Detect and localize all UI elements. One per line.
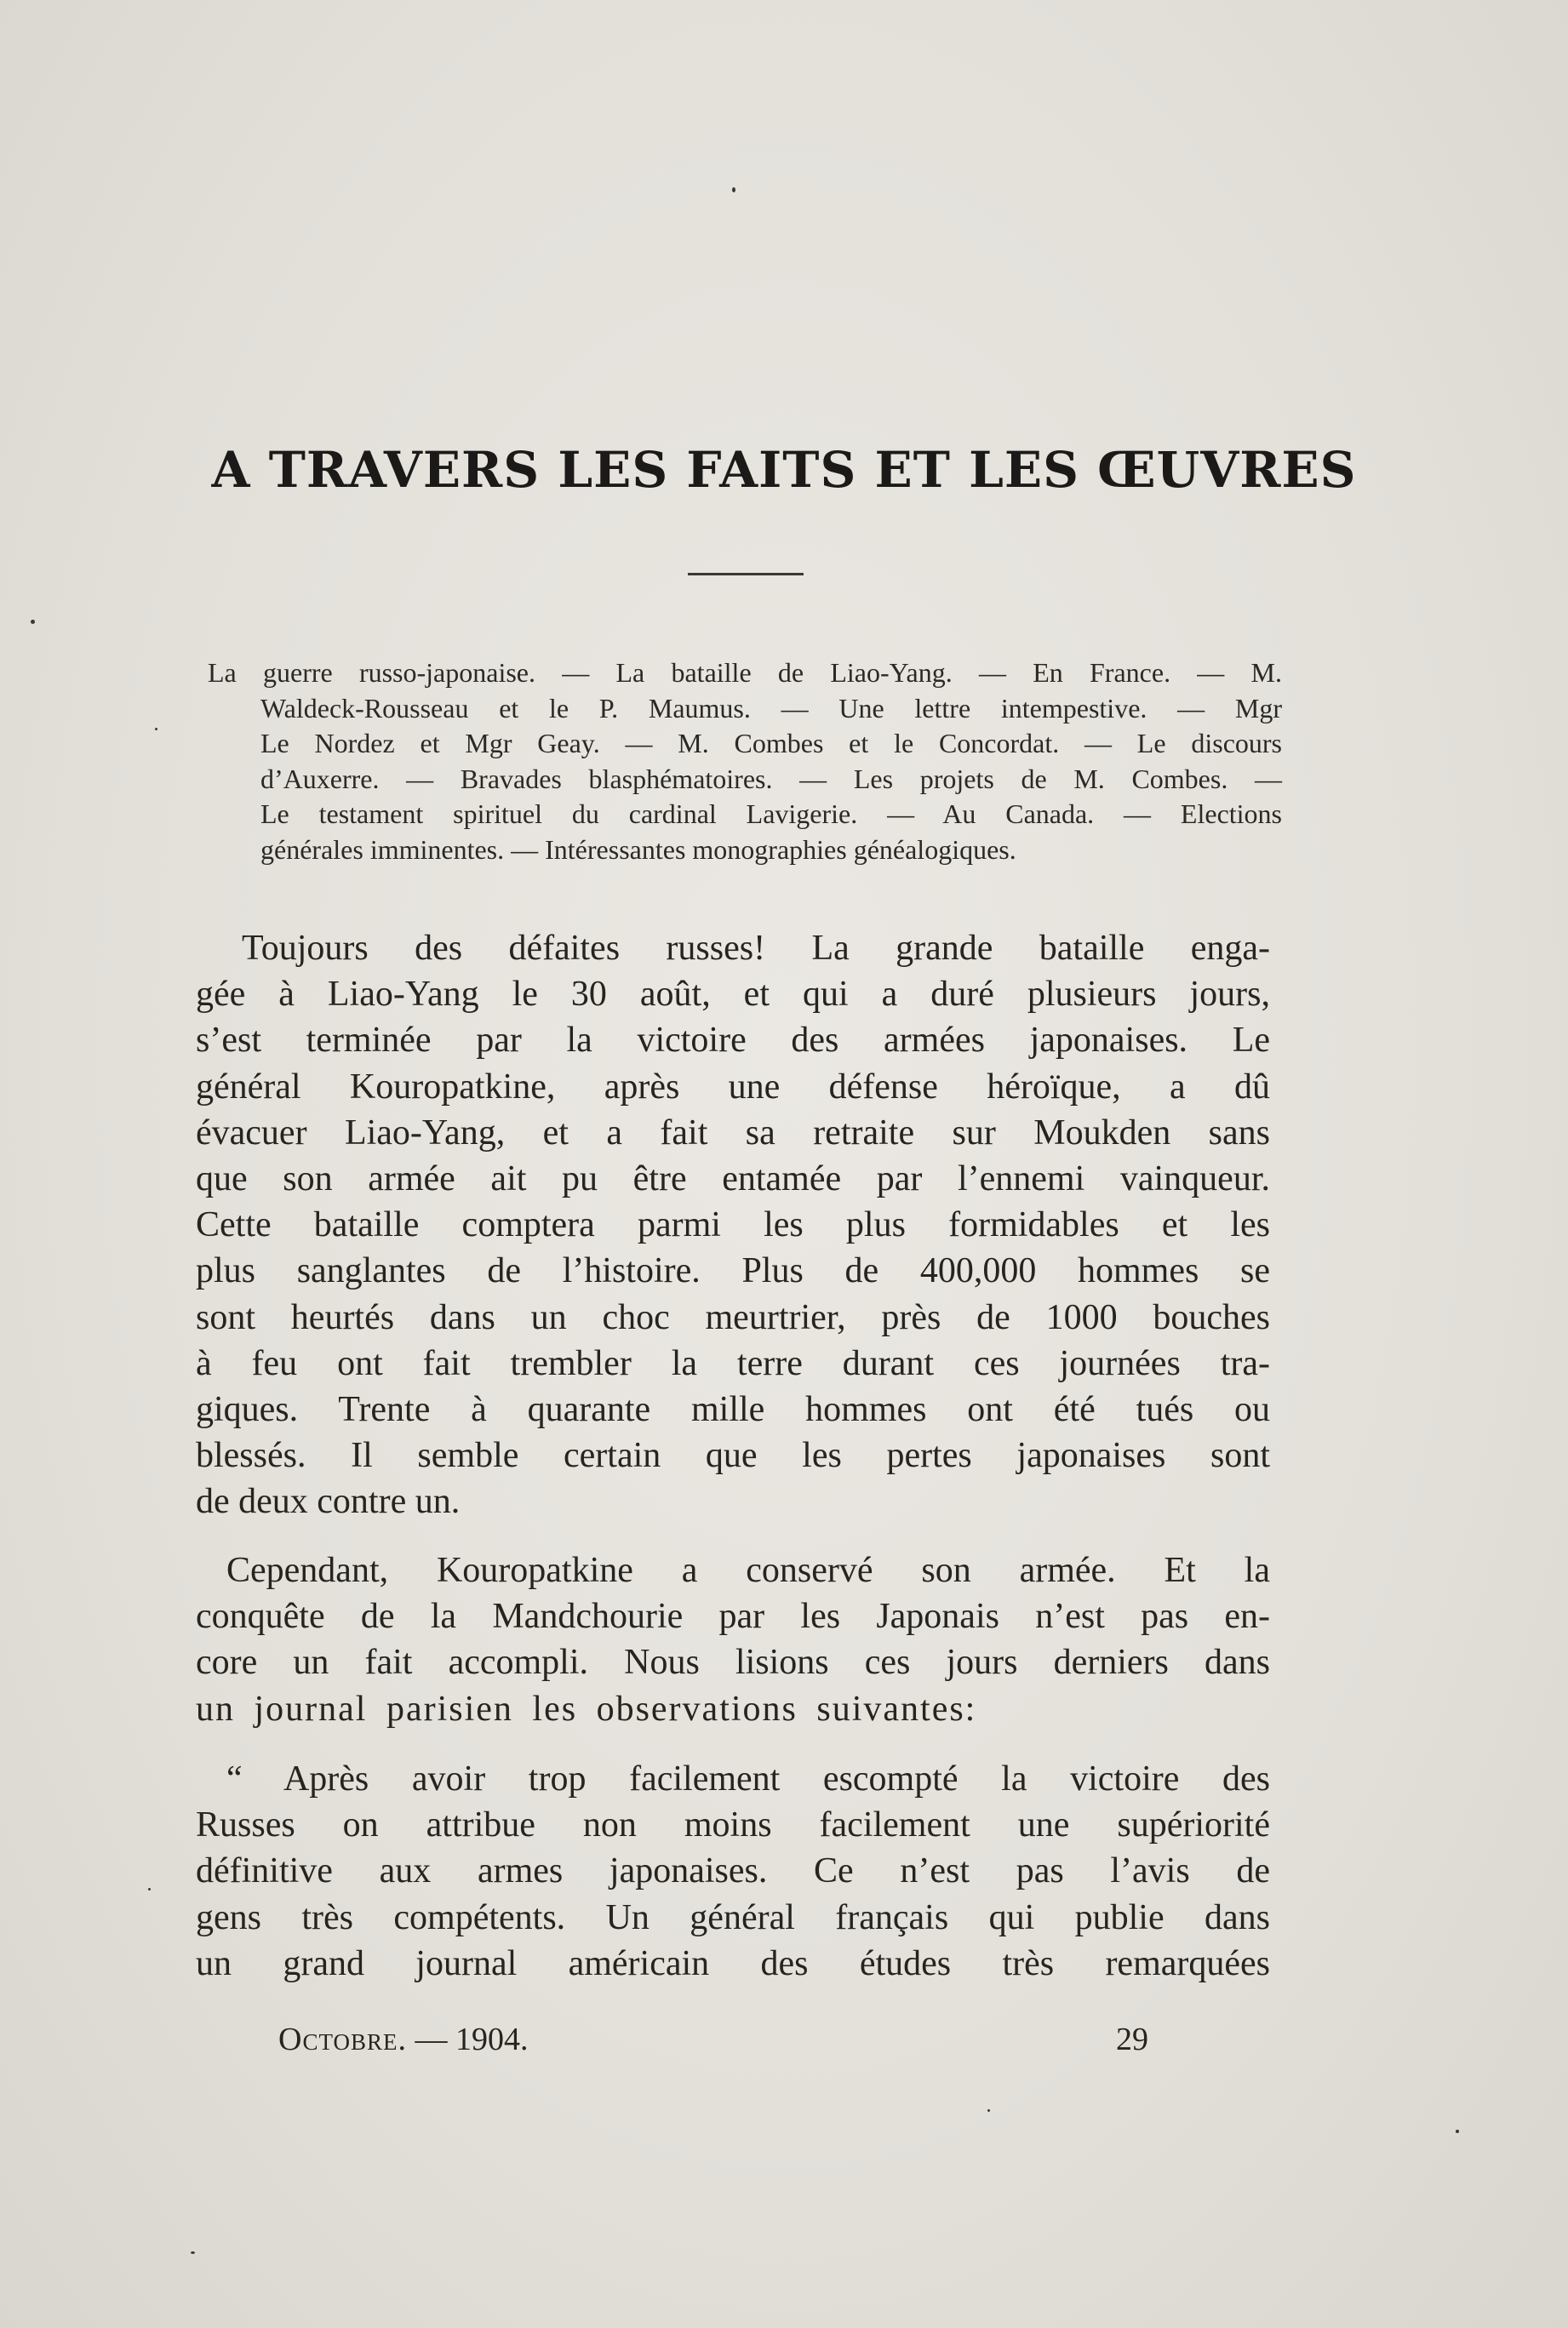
paper-speck (148, 1888, 151, 1890)
paragraph-1 (196, 925, 1270, 1525)
text-line: de deux contre un. (196, 1482, 461, 1522)
quoted-paragraph (196, 1756, 1270, 1987)
paper-speck (31, 620, 35, 624)
footer-dash: — (415, 2022, 448, 2057)
summary-line: Le testament spirituel du cardinal Lavigerie. — Au Canada. — Elections (260, 798, 1282, 829)
summary-line: Waldeck-Rousseau et le P. Maumus. — Une lettre intempestive. — Mgr (260, 692, 1282, 724)
text-line: conquête de la Mandchourie par les Japonais n’est pas en- (196, 1597, 1270, 1637)
text-line: Russes on attribue non moins facilement une supériorité (196, 1805, 1270, 1845)
paper-speck (987, 2109, 990, 2112)
paragraph-2 (196, 1547, 1270, 1732)
summary-line: La guerre russo-japonaise. — La bataille de Liao-Yang. — En France. — M. (208, 657, 1282, 688)
text-line: blessés. Il semble certain que les pertes japonaises sont (196, 1436, 1270, 1476)
summary-line: générales imminentes. — Intéressantes monographies généalogiques. (260, 833, 1016, 865)
paper-speck (155, 728, 157, 730)
summary-line: d’Auxerre. — Bravades blasphématoires. — Les projets de M. Combes. — (260, 763, 1282, 794)
text-line: que son armée ait pu être entamée par l’ennemi vainqueur. (196, 1159, 1270, 1199)
text-line: un grand journal américain des études très remarquées (196, 1943, 1270, 1983)
title-divider (688, 573, 804, 575)
text-line: à feu ont fait trembler la terre durant ces journées tra- (196, 1343, 1270, 1383)
footer-date (278, 2021, 528, 2058)
paper-speck (732, 187, 735, 192)
text-line: Toujours des défaites russes! La grande bataille enga- (242, 929, 1270, 968)
footer-year: 1904. (455, 2022, 529, 2057)
text-line: “ Après avoir trop facilement escompté la victoire des (226, 1759, 1270, 1799)
paper-speck (191, 2251, 195, 2254)
text-line: gée à Liao-Yang le 30 août, et qui a duré plusieurs jours, (196, 975, 1270, 1015)
text-line: Cependant, Kouropatkine a conservé son armée. Et la (226, 1551, 1270, 1590)
page-number: 29 (1116, 2022, 1148, 2057)
text-line: un journal parisien les observations suivantes: (196, 1689, 977, 1729)
article-summary (208, 655, 1282, 867)
text-line: giques. Trente à quarante mille hommes ont été tués ou (196, 1390, 1270, 1430)
summary-line: Le Nordez et Mgr Geay. — M. Combes et le Concordat. — Le discours (260, 728, 1282, 758)
text-line: s’est terminée par la victoire des armées japonaises. Le (196, 1021, 1270, 1061)
text-line: définitive aux armes japonaises. Ce n’est pas l’avis de (196, 1851, 1270, 1891)
article-title: A TRAVERS LES FAITS ET LES ŒUVRES (211, 441, 1357, 499)
text-line: évacuer Liao-Yang, et a fait sa retraite sur Moukden sans (196, 1113, 1270, 1153)
text-line: Cette bataille comptera parmi les plus formidables et les (196, 1205, 1270, 1245)
text-line: général Kouropatkine, après une défense héroïque, a dû (196, 1067, 1270, 1107)
text-line: core un fait accompli. Nous lisions ces jours derniers dans (196, 1643, 1270, 1683)
footer-month: Octobre. (278, 2022, 407, 2057)
text-line: plus sanglantes de l’histoire. Plus de 400,000 hommes se (196, 1251, 1270, 1291)
text-line: gens très compétents. Un général français qui publie dans (196, 1897, 1270, 1937)
text-line: sont heurtés dans un choc meurtrier, près de 1000 bouches (196, 1297, 1270, 1337)
paper-speck (1456, 2130, 1459, 2133)
